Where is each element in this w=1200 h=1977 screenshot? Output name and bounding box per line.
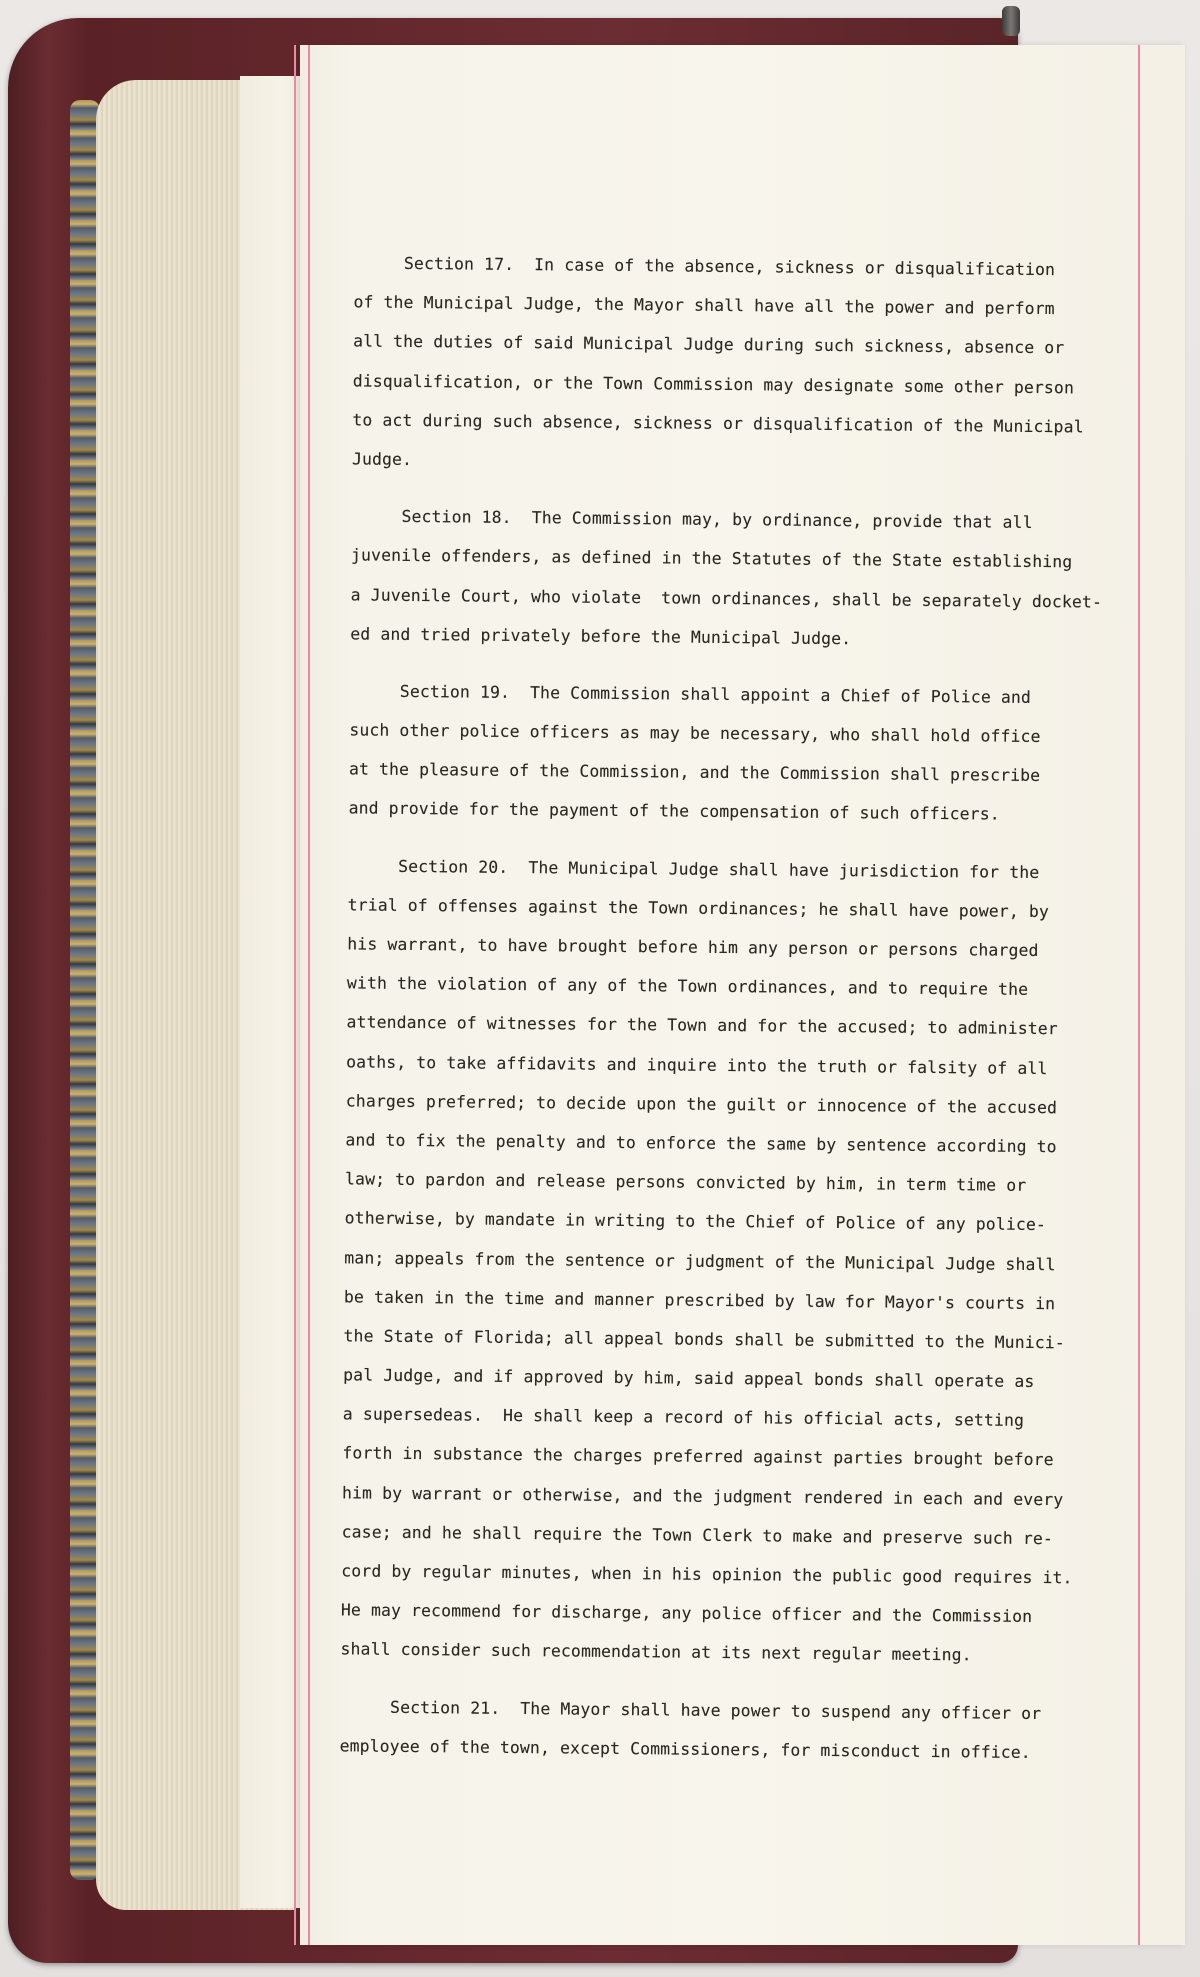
text-line: at the pleasure of the Commission, and the Commission shall prescribe [308, 759, 1041, 786]
text-line: with the violation of any of the Town ordinances, and to require the [306, 973, 1029, 1000]
text-line: otherwise, by mandate in writing to the Chief of Police of any police- [304, 1208, 1047, 1235]
text-line: the State of Florida; all appeal bonds shall be submitted to the Munici- [303, 1325, 1065, 1353]
section-20 [300, 846, 1168, 1677]
text-line: pal Judge, and if approved by him, said appeal bonds shall operate as [303, 1365, 1035, 1392]
text-line: and to fix the penalty and to enforce the same by sentence according to [305, 1129, 1057, 1157]
text-line: be taken in the time and manner prescribed by law for Mayor's courts in [303, 1286, 1056, 1313]
text-line: and provide for the payment of the compensation of such officers. [308, 798, 1000, 825]
text-line: to act during such absence, sickness or disqualification of the Municipal [312, 409, 1084, 437]
text-line: a supersedeas. He shall keep a record of his official acts, setting [302, 1404, 1025, 1431]
text-line: case; and he shall require the Town Clerk to make and preserve such re- [301, 1521, 1054, 1548]
text-line: man; appeals from the sentence or judgment of the Municipal Judge shall [304, 1247, 1056, 1274]
text-line: attendance of witnesses for the Town and for the accused; to administer [306, 1012, 1058, 1039]
text-line: Section 21. The Mayor shall have power to suspend any officer or [299, 1696, 1042, 1723]
text-line: Judge. [311, 448, 413, 469]
text-line: him by warrant or otherwise, and the judgment rendered in each and every [301, 1482, 1064, 1509]
section-21 [299, 1686, 1160, 1773]
text-line: He may recommend for discharge, any police officer and the Commission [300, 1600, 1033, 1627]
section-18 [310, 496, 1171, 661]
margin-rule-left-outer [294, 45, 296, 1945]
text-line: law; to pardon and release persons convicted by him, in term time or [304, 1169, 1027, 1196]
text-line: charges preferred; to decide upon the guilt or innocence of the accused [305, 1090, 1058, 1117]
section-17 [312, 243, 1174, 486]
text-line: Section 19. The Commission shall appoint a Chief of Police and [309, 680, 1032, 707]
text-line: employee of the town, except Commissioners, for misconduct in office. [299, 1735, 1031, 1762]
text-line: disqualification, or the Town Commission may designate some other person [312, 370, 1075, 397]
ledger-page [300, 45, 1185, 1945]
cover-clasp [1002, 6, 1020, 36]
text-line: a Juvenile Court, who violate town ordinances, shall be separately docket- [310, 584, 1103, 612]
text-line: cord by regular minutes, when in his opinion the public good requires it. [301, 1560, 1073, 1588]
text-line: Section 17. In case of the absence, sickness or disqualification [313, 252, 1056, 280]
text-line: ed and tried privately before the Municipal Judge. [310, 623, 852, 648]
text-line: Section 18. The Commission may, by ordinance, provide that all [311, 506, 1033, 533]
section-19 [308, 671, 1169, 836]
text-line: forth in substance the charges preferred against parties brought before [302, 1443, 1054, 1470]
text-line: his warrant, to have brought before him any person or persons charged [307, 933, 1039, 960]
text-line: juvenile offenders, as defined in the Statutes of the State establishing [310, 545, 1073, 572]
text-line: such other police officers as may be necessary, who shall hold office [309, 720, 1041, 747]
text-line: of the Municipal Judge, the Mayor shall have all the power and perform [313, 292, 1055, 319]
text-line: Section 20. The Municipal Judge shall have jurisdiction for the [307, 855, 1040, 882]
text-line: all the duties of said Municipal Judge during such sickness, absence or [312, 331, 1065, 358]
text-line: shall consider such recommendation at its next regular meeting. [300, 1639, 972, 1665]
text-line: oaths, to take affidavits and inquire into the truth or falsity of all [306, 1051, 1048, 1078]
text-line: trial of offenses against the Town ordinances; he shall have power, by [307, 894, 1050, 921]
typed-text [299, 243, 1174, 1773]
